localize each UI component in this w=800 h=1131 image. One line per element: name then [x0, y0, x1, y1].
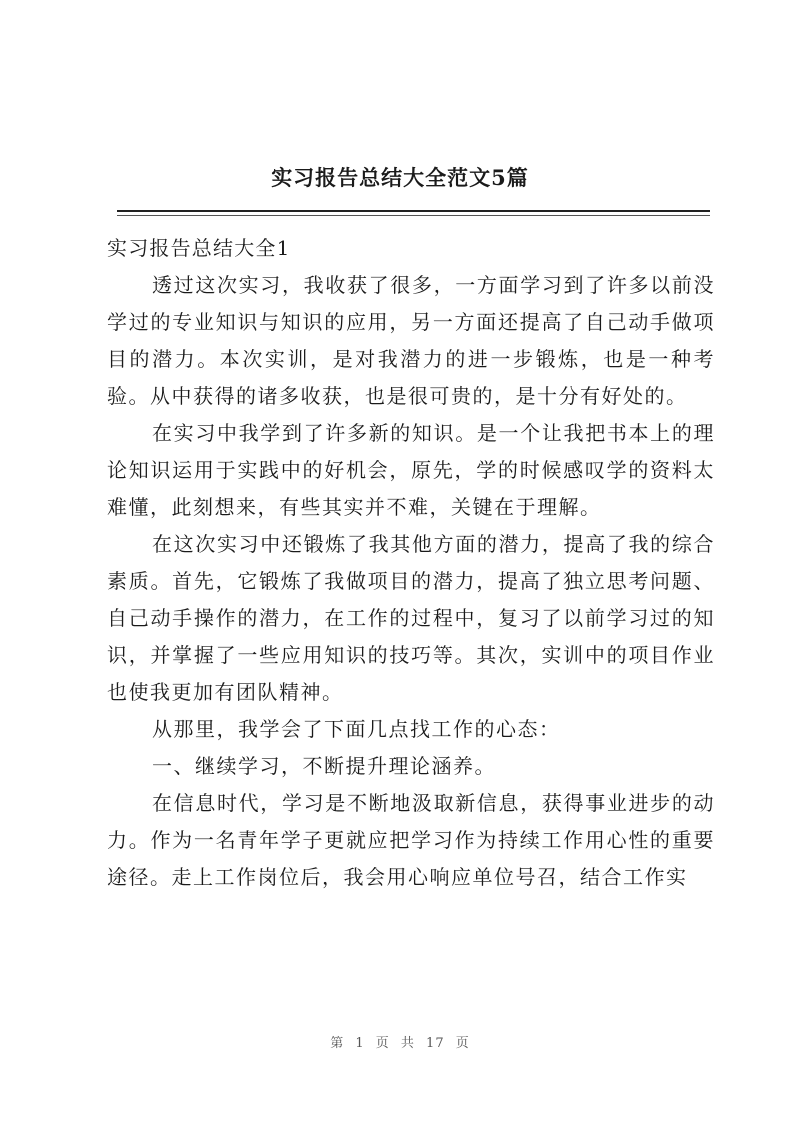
- paragraph-5: 一、继续学习，不断提升理论涵养。: [152, 754, 496, 778]
- paragraph-6: 在信息时代，学习是不断地汲取新信息，获得事业进步的动力。作为一名青年学子更就应把学习作为持续工作用心性的重要途径。走上工作岗位后，我会用心响应单位号召，结合工作实: [107, 791, 715, 889]
- paragraph-4: 从那里，我学会了下面几点找工作的心态：: [152, 717, 561, 741]
- paragraph-1: 透过这次实习，我收获了很多，一方面学习到了许多以前没学过的专业知识与知识的应用，另一方面还提高了自己动手做项目的潜力。本次实训，是对我潜力的进一步锻炼，也是一种考验。从中获得的诸多收获，也是很可贵的，是十分有好处的。: [107, 273, 715, 408]
- title-divider: [117, 210, 710, 212]
- paragraph-2: 在实习中我学到了许多新的知识。是一个让我把书本上的理论知识运用于实践中的好机会，原先，学的时候感叹学的资料太难懂，此刻想来，有些其实并不难，关键在于理解。: [107, 421, 715, 519]
- document-body: [107, 230, 715, 896]
- document-title: 实习报告总结大全范文5篇: [271, 165, 529, 190]
- page-number-footer: 第 1 页 共 17 页: [330, 1036, 470, 1051]
- title-divider-thin: [117, 215, 710, 216]
- paragraph-3: 在这次实习中还锻炼了我其他方面的潜力，提高了我的综合素质。首先，它锻炼了我做项目的潜力，提高了独立思考问题、自己动手操作的潜力，在工作的过程中，复习了以前学习过的知识，并掌握了一些应用知识的技巧等。其次，实训中的项目作业也使我更加有团队精神。: [107, 532, 715, 704]
- section-heading: 实习报告总结大全1: [107, 236, 291, 260]
